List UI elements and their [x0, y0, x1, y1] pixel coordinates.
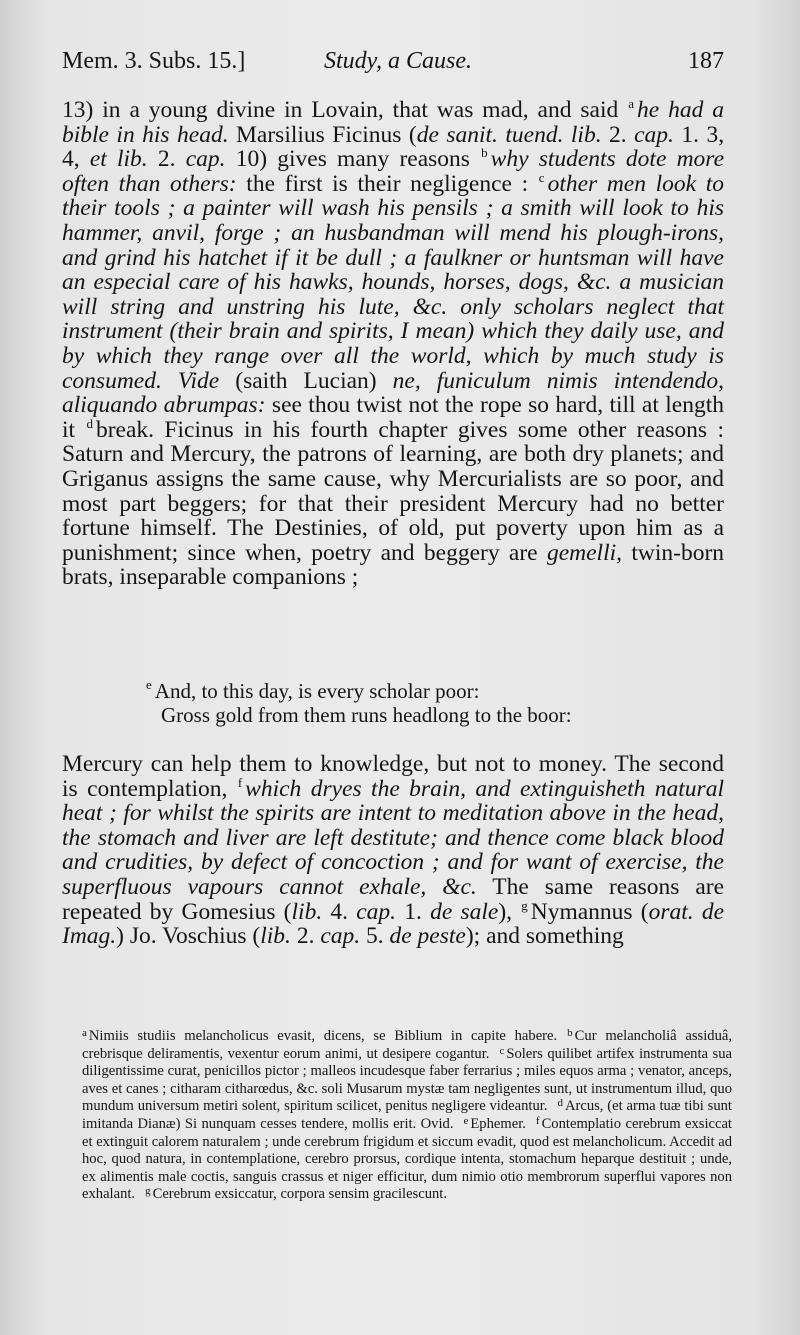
footnote-d: Arcus, (et arma tuæ tibi sunt imitanda Dianæ) Si nunquam cesses tendere, mollis erit. Ovid.: [82, 1098, 732, 1132]
footnote-f: Contemplatio cerebrum exsiccat et extinguit calorem naturalem ; unde cerebrum frigidum et siccum evadit, quod est melancholicum. Accedit ad hoc, quod natura, in contemplatione, cerebro prorsus, cordique intenta, stomachum heparque destituit ; unde, ex alimentis male coctis, sanguis crassus et niger efficitur, dum nimio otio membrorum superflui vapores non exhalant.: [82, 1115, 732, 1203]
footnote-marker-c: c: [538, 169, 545, 185]
text-run: 2.: [157, 146, 176, 173]
footnotes-block: [82, 1028, 732, 1204]
footnote-b-marker: b: [567, 1027, 573, 1039]
text-run: The same reasons are repeated by Gomesius (: [62, 873, 725, 925]
text-run: ne, funiculum nimis intendendo, aliquando abrumpas:: [62, 367, 725, 419]
text-run: Mercury can help them to knowledge, but not to money. The second is contemplation,: [62, 751, 724, 802]
verse-quotation: [145, 677, 745, 727]
running-title: Study, a Cause.: [324, 48, 472, 74]
footnote-b: Cur melancholiâ assiduâ, crebrisque deliramentis, vexentur eorum animi, ut desipere cogantur.: [82, 1028, 732, 1062]
text-run: ); and something: [465, 923, 624, 950]
text-run: et lib.: [89, 146, 148, 173]
text-run: he had a bible in his head.: [62, 97, 724, 148]
text-run: lib.: [260, 923, 291, 950]
text-run: cap.: [320, 923, 361, 950]
text-run: cap.: [634, 121, 674, 148]
text-run: break. Ficinus in his fourth chapter gives some other reasons : Saturn and Mercury, the patrons of learning, are both dry planets; and Griganus assigns the same cause, why Mercurialists are so poor, and most part beggers; for that their president Mercury had no better fortune himself. The Destinies, of old, put poverty upon him as a punishment; since when, poetry and beggery are: [62, 416, 725, 566]
text-run: Marsilius Ficinus (: [236, 121, 417, 148]
text-run: cap.: [185, 146, 226, 173]
text-run: 1.: [404, 898, 422, 925]
text-run: de sanit. tuend. lib.: [416, 121, 602, 148]
footnote-g-marker: g: [145, 1185, 151, 1198]
text-run: 1. 3, 4,: [62, 121, 725, 173]
footnotes-text: [82, 1028, 732, 1204]
paragraph-1: [62, 98, 724, 590]
text-run: 4.: [330, 898, 349, 925]
footnote-e: Ephemer.: [470, 1115, 526, 1132]
main-text-block: [62, 98, 724, 590]
footnote-marker-g: g: [521, 897, 528, 913]
text-run: orat. de Imag.: [62, 898, 725, 950]
text-run: twin-born brats, inseparable companions ;: [62, 539, 725, 591]
text-run: other men look to their tools ; a painter will wash his pensils ; a smith will look to his hammer, anvil, forge ; an husbandman will mend his plough-irons, and grind his hatchet if it be dull ; a faulkner or huntsman will have an especial care of his hawks, hounds, horses, dogs, &c. a musician will string and unstring his lute, &c. only scholars neglect that instrument (their brain and spirits, I mean) which they daily use, and by which they range over all the world, which by much study is consumed.: [62, 170, 725, 394]
text-run: gemelli,: [546, 539, 622, 566]
text-run: (saith Lucian): [235, 367, 377, 394]
text-run: 13) in a young divine in Lovain, that was mad, and said: [62, 97, 619, 123]
page-number: 187: [688, 48, 724, 74]
verse-text: And, to this day, is every scholar poor:: [154, 679, 480, 703]
footnote-d-marker: d: [557, 1097, 563, 1110]
footnote-marker-a: a: [628, 96, 634, 111]
text-run: 5.: [366, 923, 384, 950]
footnote-e-marker: e: [463, 1114, 469, 1127]
footnote-f-marker: f: [535, 1114, 540, 1127]
text-run: the first is their negligence :: [246, 170, 529, 197]
footnote-c-marker: c: [499, 1044, 505, 1057]
verse-line-2: Gross gold from them runs headlong to the boor:: [161, 702, 572, 727]
text-run: 2.: [296, 923, 315, 950]
footnote-g: Cerebrum exsiccatur, corpora sensim gracilescunt.: [152, 1186, 448, 1203]
text-run: de sale: [430, 898, 499, 925]
text-run: why students dote more often than others:: [62, 146, 725, 197]
text-run: 2.: [609, 121, 627, 148]
main-text-block-2: [62, 752, 724, 949]
text-run: 10) gives many reasons: [235, 146, 470, 173]
text-run: which dryes the brain, and extinguisheth natural heat ; for whilst the spirits are intent to meditation above in the head, the stomach and liver are left destitute; and thence come black blood and crudities, by defect of concoction ; and for want of exercise, the superfluous vapours cannot exhale, &c.: [62, 775, 724, 900]
text-run: de peste: [389, 923, 466, 950]
text-run: Nymannus (: [530, 898, 649, 925]
text-run: lib.: [291, 898, 323, 925]
section-reference: Mem. 3. Subs. 15.]: [62, 48, 246, 74]
paragraph-2: [62, 752, 724, 949]
footnote-c: Solers quilibet artifex instrumenta sua diligentissime curat, penicillos pictor ; malleos incudesque faber ferrarius ; miles equos arma ; venator, anceps, aves et canes ; citharam citharœdus, &c. soli Musarum mystæ tam negligentes sunt, ut instrumentum illud, quo mundum universum metiri solent, spiritum scilicet, penitus negligere videantur.: [82, 1045, 732, 1115]
text-run: Vide: [177, 367, 220, 394]
text-run: ) Jo. Voschius (: [116, 923, 261, 950]
running-header: [62, 48, 724, 88]
footnote-a: Nimiis studiis melancholicus evasit, dicens, se Biblium in capite habere.: [88, 1028, 558, 1044]
footnote-a-marker: a: [82, 1027, 87, 1039]
footnote-marker-e: e: [146, 677, 152, 692]
footnote-marker-d: d: [86, 415, 93, 431]
text-run: ),: [498, 898, 513, 925]
text-run: see thou twist not the rope so hard, till at length it: [62, 392, 725, 443]
text-run: cap.: [356, 898, 397, 925]
footnote-marker-b: b: [481, 145, 488, 161]
footnote-marker-f: f: [237, 774, 243, 790]
verse-line-1: [145, 677, 745, 704]
